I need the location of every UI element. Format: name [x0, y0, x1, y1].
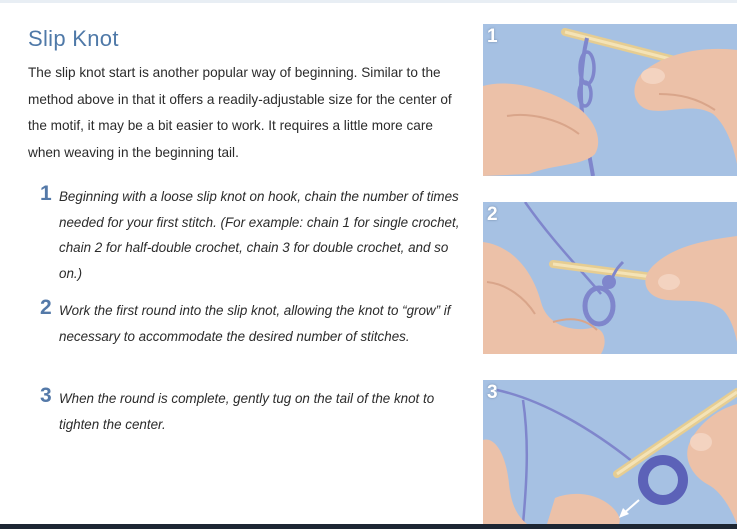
step-text: Beginning with a loose slip knot on hook, chain the number of times needed for your first stitch. (For example: chain 1 for single crochet, chain 2 for half-double crochet, chain 3 for double crochet, and so on.)	[59, 189, 460, 281]
top-rule	[0, 0, 737, 3]
step-photo-1	[483, 24, 737, 176]
step-text: When the round is complete, gently tug on the tail of the knot to tighten the center.	[59, 391, 435, 432]
intro-paragraph: The slip knot start is another popular way of beginning. Similar to the method above in that it offers a readily-adjustable size for the center of the motif, it may be a bit easier to work. It requires a little more care when weaving in the beginning tail.	[28, 65, 452, 160]
step-2	[40, 298, 460, 349]
step-photo-3	[483, 380, 737, 524]
step-number: 3	[40, 384, 52, 407]
photo-illustration	[483, 202, 737, 354]
photo-number: 1	[487, 26, 498, 47]
photo-illustration	[483, 24, 737, 176]
step-text: Work the first round into the slip knot, allowing the knot to “grow” if necessary to accommodate the desired number of stitches.	[59, 303, 451, 344]
step-number: 2	[40, 296, 52, 319]
step-1	[40, 184, 460, 286]
step-number: 1	[40, 182, 52, 205]
photo-number: 3	[487, 382, 498, 403]
step-3	[40, 386, 460, 437]
photo-illustration	[483, 380, 737, 524]
section-title: Slip Knot	[28, 26, 119, 51]
step-photo-2	[483, 202, 737, 354]
bottom-rule	[0, 524, 737, 529]
photo-number: 2	[487, 204, 498, 225]
